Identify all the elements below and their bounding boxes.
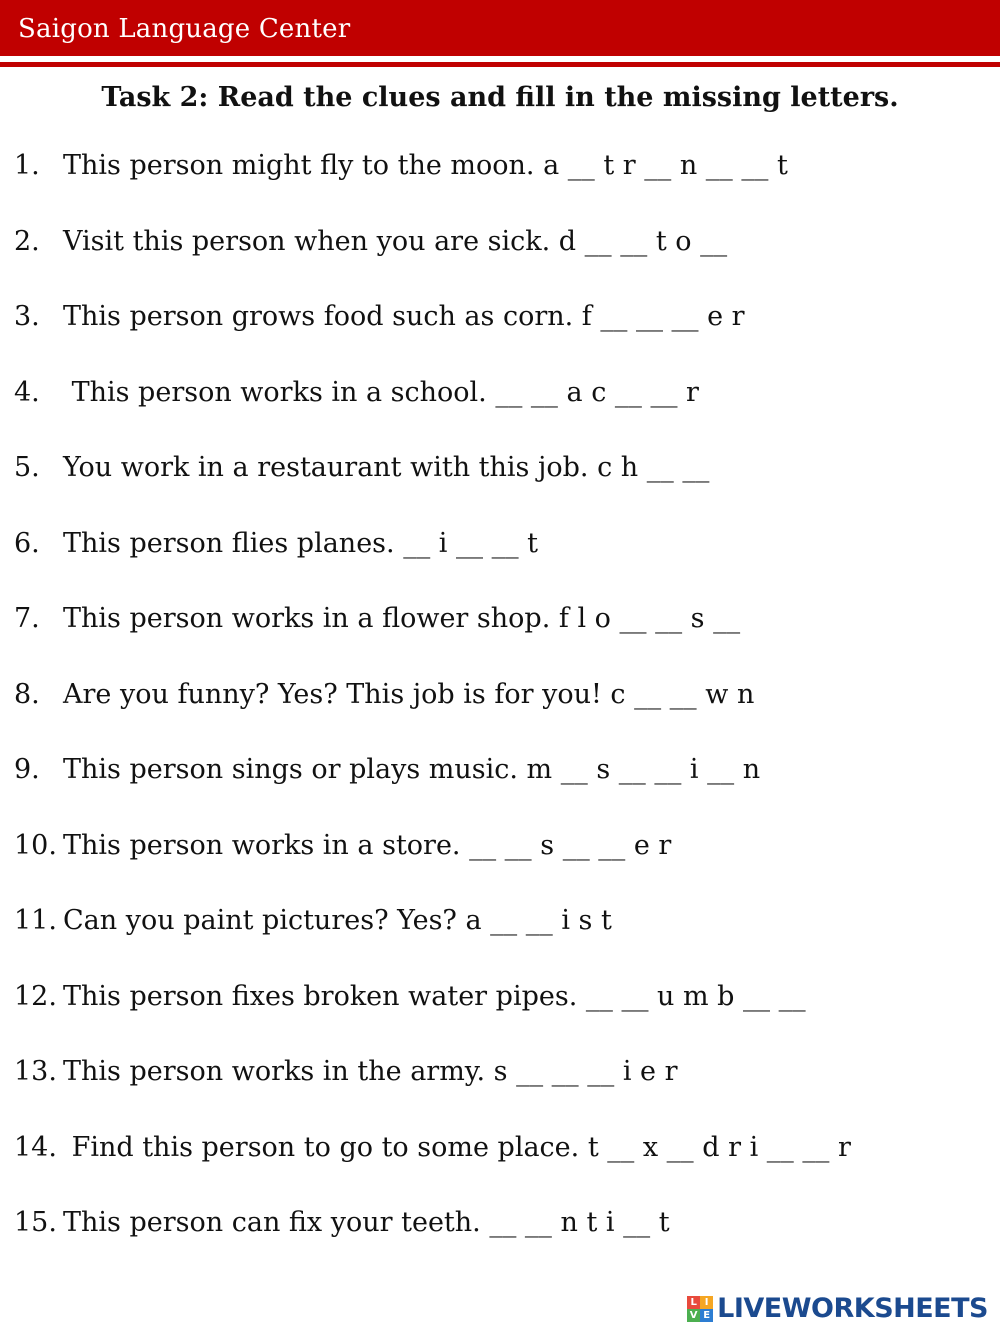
clue-item [14,1052,994,1128]
clue-item [14,599,994,675]
header-bar [0,0,1000,56]
clue-text: This person fixes broken water pipes. __ __ u m b __ __ [63,980,806,1012]
clue-number: 10. [14,829,57,861]
liveworksheets-logo [687,1292,988,1326]
clue-number: 12. [14,980,57,1012]
clue-list [14,146,994,1279]
clue-number: 2. [14,225,40,257]
task-heading: Task 2: Read the clues and fill in the missing letters. [101,82,899,113]
clue-text: You work in a restaurant with this job. c h __ __ [63,452,710,483]
clue-number: 7. [14,603,40,634]
clue-number: 8. [14,678,40,710]
clue-text: This person flies planes. __ i __ __ t [63,527,539,559]
clue-item [14,675,994,751]
clue-text: Find this person to go to some place. t __ x __ d r i __ __ r [63,1131,851,1163]
liveworksheets-logo-icon [687,1296,713,1322]
header-divider [0,62,1000,67]
clue-number: 11. [14,905,57,936]
clue-number: 6. [14,527,40,559]
clue-item [14,524,994,600]
clue-number: 9. [14,754,40,785]
clue-item [14,297,994,373]
clue-text: Visit this person when you are sick. d __ __ t o __ [63,225,728,257]
clue-number: 1. [14,150,40,181]
logo-icon-tile: V [687,1309,700,1322]
clue-text: This person can fix your teeth. __ __ n t i __ t [63,1207,670,1238]
header-title: Saigon Language Center [18,14,351,44]
clue-number: 13. [14,1056,57,1087]
logo-icon-tile: I [700,1296,713,1309]
clue-item [14,448,994,524]
clue-item [14,826,994,902]
clue-number: 5. [14,452,40,483]
clue-text: This person sings or plays music. m __ s __ __ i __ n [63,754,761,785]
clue-text: This person works in a store. __ __ s __ __ e r [63,829,672,861]
clue-item [14,750,994,826]
clue-number: 3. [14,301,40,332]
clue-text: This person works in a flower shop. f l o __ __ s __ [63,603,741,634]
clue-item [14,1128,994,1204]
clue-item [14,901,994,977]
clue-item [14,222,994,298]
clue-item [14,1203,994,1279]
clue-item [14,977,994,1053]
clue-number: 14. [14,1131,57,1163]
clue-number: 4. [14,376,40,408]
clue-text: This person might fly to the moon. a __ t r __ n __ __ t [63,150,788,181]
logo-icon-tile: E [700,1309,713,1322]
clue-number: 15. [14,1207,57,1238]
clue-text: This person works in a school. __ __ a c __ __ r [63,376,699,408]
clue-text: Can you paint pictures? Yes? a __ __ i s t [63,905,612,936]
clue-text: This person grows food such as corn. f __ __ __ e r [63,301,745,332]
clue-item [14,146,994,222]
clue-text: This person works in the army. s __ __ __ i e r [63,1056,678,1087]
logo-icon-tile: L [687,1296,700,1309]
clue-item [14,373,994,449]
clue-text: Are you funny? Yes? This job is for you! c __ __ w n [63,678,755,710]
liveworksheets-logo-text: LIVEWORKSHEETS [717,1293,988,1324]
